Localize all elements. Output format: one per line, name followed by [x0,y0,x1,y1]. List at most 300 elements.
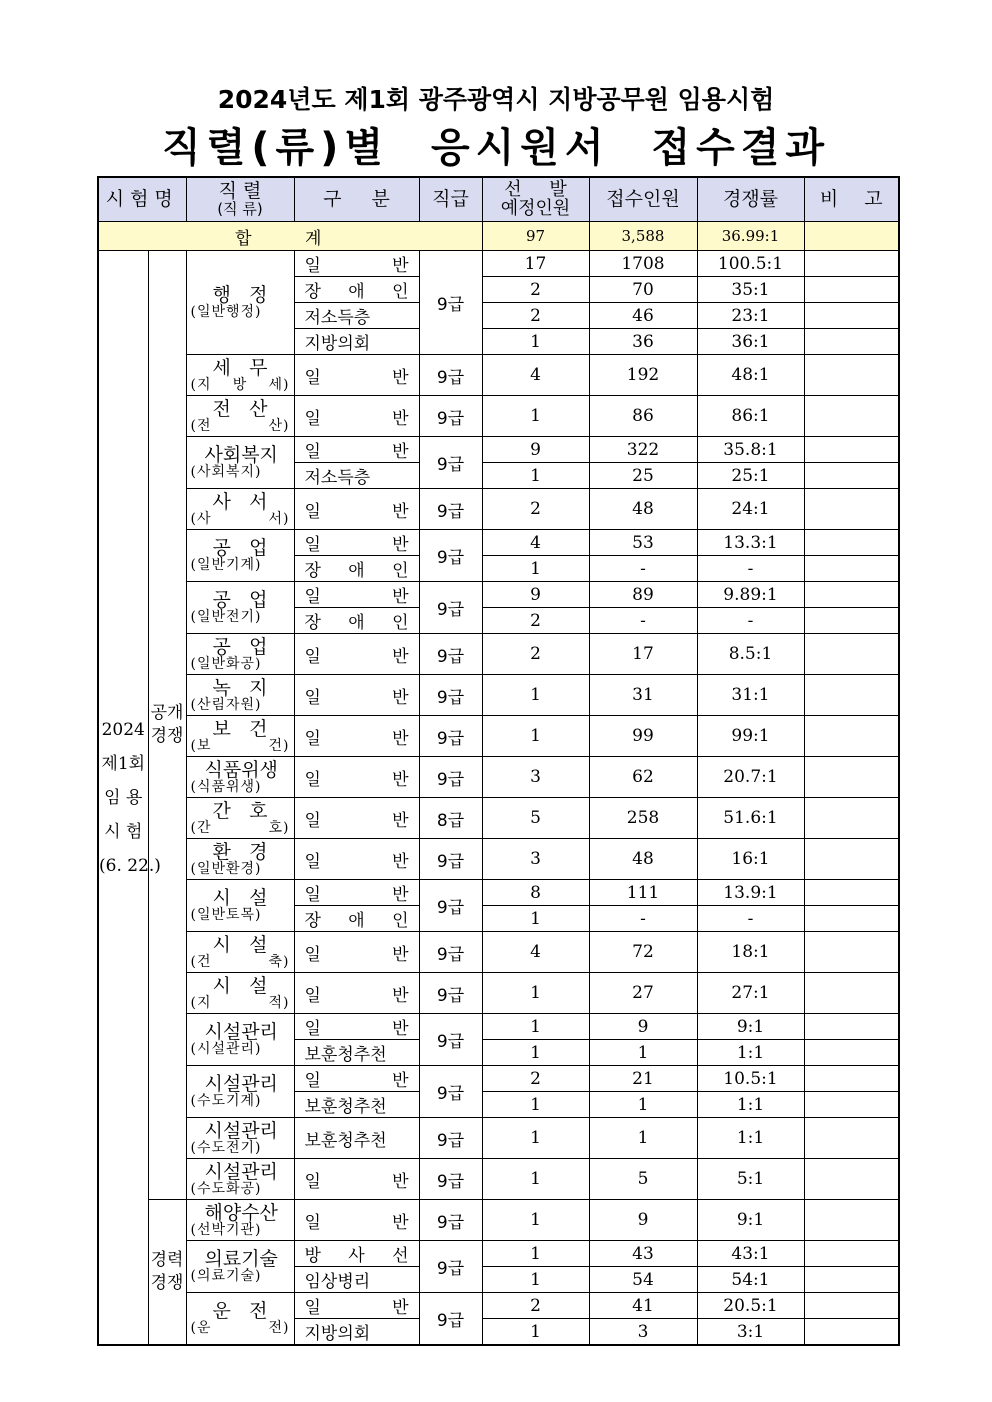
series-cell [186,355,294,396]
category-cell: 일 반 [294,1014,419,1040]
remarks-cell [804,251,899,277]
category-cell: 일 반 [294,1066,419,1092]
category-cell: 지방의회 [294,1319,419,1346]
ratio-cell: 100.5:1 [697,251,804,277]
category-cell: 일 반 [294,880,419,906]
series-name: 시 설 [212,974,268,997]
ratio-cell: 18:1 [697,932,804,973]
series-name: 운 전 [212,1300,268,1322]
planned-cell: 2 [482,1293,589,1319]
series-name: 전 산 [212,397,268,420]
series-cell [186,1014,294,1066]
applicants-cell: 31 [589,675,697,716]
exam-name-line: (6. 22.) [99,855,161,876]
table-row [98,973,899,1014]
table-row [98,634,899,675]
category-cell: 장 애 인 [294,608,419,634]
planned-cell: 1 [482,973,589,1014]
category-cell: 일 반 [294,582,419,608]
planned-cell: 1 [482,1159,589,1200]
grade-cell: 9급 [419,839,482,880]
planned-cell: 1 [482,556,589,582]
planned-cell: 2 [482,608,589,634]
remarks-cell [804,634,899,675]
table-row [98,1293,899,1319]
series-cell [186,251,294,355]
ratio-cell: 27:1 [697,973,804,1014]
planned-cell: 1 [482,396,589,437]
table-row [98,716,899,757]
series-name: 시설관리 [204,1021,278,1043]
results-table [97,176,900,1346]
category-cell: 저소득층 [294,303,419,329]
series-cell [186,880,294,932]
grade-cell: 9급 [419,251,482,355]
series-cell [186,582,294,634]
planned-cell: 1 [482,906,589,932]
competition-career: 경력경쟁 [148,1200,186,1346]
remarks-cell [804,1014,899,1040]
remarks-cell [804,839,899,880]
header-series [186,177,294,222]
series-name: 간 호 [212,799,268,822]
applicants-cell: 48 [589,839,697,880]
ratio-cell: 35.8:1 [697,437,804,463]
series-cell [186,489,294,530]
series-cell [186,757,294,798]
series-cell [186,396,294,437]
table-row [98,1066,899,1092]
applicants-cell: 99 [589,716,697,757]
exam-name-line: 제1회 [101,753,146,774]
planned-cell: 1 [482,716,589,757]
series-cell [186,798,294,839]
grade-cell: 9급 [419,757,482,798]
remarks-cell [804,1118,899,1159]
remarks-cell [804,303,899,329]
series-name: 식품위생 [204,758,278,781]
remarks-cell [804,1200,899,1241]
planned-cell: 1 [482,1241,589,1267]
ratio-cell: 31:1 [697,675,804,716]
applicants-cell: 5 [589,1159,697,1200]
ratio-cell: 3:1 [697,1319,804,1346]
category-cell: 일 반 [294,716,419,757]
grade-cell: 9급 [419,1066,482,1118]
header-applicants: 접수인원 [589,177,697,222]
series-subname: (일반화공) [190,655,262,672]
applicants-cell: 3 [589,1319,697,1346]
remarks-cell [804,329,899,355]
applicants-cell: 1708 [589,251,697,277]
ratio-cell: 51.6:1 [697,798,804,839]
category-cell: 보훈청추천 [294,1092,419,1118]
applicants-cell: 1 [589,1118,697,1159]
grade-cell: 9급 [419,437,482,489]
planned-cell: 1 [482,1267,589,1293]
series-name: 사회복지 [204,444,278,466]
series-cell [186,1200,294,1241]
grade-cell: 9급 [419,675,482,716]
category-cell: 저소득층 [294,463,419,489]
series-name: 세 무 [212,356,268,379]
series-subname: (시설관리) [190,1041,262,1057]
remarks-cell [804,716,899,757]
document-title: 2024년도 제1회 광주광역시 지방공무원 임용시험 [217,85,775,114]
grade-cell: 9급 [419,396,482,437]
series-cell [186,1118,294,1159]
series-subname: (수도전기) [190,1139,262,1156]
category-cell: 일 반 [294,489,419,530]
series-subname: (일반전기) [190,609,262,625]
exam-name-line: 임 용 [104,787,143,808]
grade-cell: 9급 [419,1293,482,1346]
grade-cell: 9급 [419,489,482,530]
planned-cell: 2 [482,489,589,530]
applicants-cell: 36 [589,329,697,355]
applicants-cell: 62 [589,757,697,798]
ratio-cell: 48:1 [697,355,804,396]
applicants-cell: 322 [589,437,697,463]
remarks-cell [804,1241,899,1267]
planned-cell: 1 [482,1118,589,1159]
table-row [98,1200,899,1241]
series-cell [186,1066,294,1118]
applicants-cell: 1 [589,1092,697,1118]
planned-cell: 2 [482,1066,589,1092]
series-subname: (운 전) [190,1320,290,1336]
planned-cell: 5 [482,798,589,839]
ratio-cell: 9:1 [697,1200,804,1241]
grade-cell: 9급 [419,530,482,582]
table-row [98,932,899,973]
applicants-cell: 9 [589,1014,697,1040]
table-row [98,582,899,608]
planned-cell: 2 [482,277,589,303]
category-cell: 일 반 [294,251,419,277]
category-cell: 보훈청추천 [294,1118,419,1159]
applicants-cell: 46 [589,303,697,329]
category-cell: 일 반 [294,1200,419,1241]
remarks-cell [804,906,899,932]
ratio-cell: 13.9:1 [697,880,804,906]
remarks-cell [804,489,899,530]
planned-cell: 17 [482,251,589,277]
ratio-cell: 20.5:1 [697,1293,804,1319]
ratio-cell: 9.89:1 [697,582,804,608]
applicants-cell: 53 [589,530,697,556]
category-cell: 장 애 인 [294,906,419,932]
category-cell: 장 애 인 [294,556,419,582]
header-remarks: 비 고 [804,177,899,222]
ratio-cell: 43:1 [697,1241,804,1267]
document-subtitle: 직렬(류)별 응시원서 접수결과 [161,125,831,171]
planned-cell: 1 [482,1200,589,1241]
ratio-cell: - [697,608,804,634]
remarks-cell [804,1040,899,1066]
series-cell [186,634,294,675]
series-name: 의료기술 [204,1248,278,1270]
remarks-cell [804,932,899,973]
grade-cell: 9급 [419,1241,482,1293]
ratio-cell: 8.5:1 [697,634,804,675]
ratio-cell: 35:1 [697,277,804,303]
grade-cell: 9급 [419,1200,482,1241]
planned-cell: 2 [482,634,589,675]
series-cell [186,1293,294,1346]
total-remarks [804,222,899,251]
applicants-cell: 192 [589,355,697,396]
series-cell [186,437,294,489]
planned-cell: 1 [482,1014,589,1040]
header-planned-top: 선 발 [504,178,567,200]
exam-name-line: 2024 [101,719,145,740]
series-subname: (전 산) [190,417,290,434]
planned-cell: 3 [482,839,589,880]
ratio-cell: 23:1 [697,303,804,329]
category-cell: 일 반 [294,973,419,1014]
grade-cell: 9급 [419,1159,482,1200]
series-subname: (수도화공) [190,1180,262,1197]
category-cell: 일 반 [294,675,419,716]
applicants-cell: 17 [589,634,697,675]
grade-cell: 9급 [419,716,482,757]
planned-cell: 1 [482,1319,589,1346]
grade-cell: 9급 [419,634,482,675]
remarks-cell [804,1092,899,1118]
planned-cell: 1 [482,329,589,355]
table-row [98,757,899,798]
grade-cell: 9급 [419,973,482,1014]
remarks-cell [804,556,899,582]
exam-name-line: 시 험 [104,821,143,842]
table-row [98,396,899,437]
applicants-cell: 48 [589,489,697,530]
category-cell: 일 반 [294,634,419,675]
series-subname: (건 축) [190,953,290,970]
series-cell [186,716,294,757]
series-name: 해양수산 [204,1201,278,1224]
remarks-cell [804,396,899,437]
applicants-cell: 1 [589,1040,697,1066]
series-subname: (일반환경) [190,860,262,877]
planned-cell: 2 [482,303,589,329]
remarks-cell [804,1159,899,1200]
applicants-cell: 89 [589,582,697,608]
table-row [98,1014,899,1040]
remarks-cell [804,1267,899,1293]
series-name: 시설관리 [204,1160,278,1183]
category-cell: 일 반 [294,437,419,463]
category-cell: 임상병리 [294,1267,419,1293]
planned-cell: 1 [482,1092,589,1118]
planned-cell: 1 [482,675,589,716]
category-cell: 일 반 [294,932,419,973]
series-name: 시 설 [212,933,268,956]
category-cell: 일 반 [294,757,419,798]
table-row [98,1241,899,1267]
series-cell [186,1241,294,1293]
series-subname: (사 서) [190,510,290,527]
planned-cell: 4 [482,355,589,396]
remarks-cell [804,530,899,556]
series-subname: (사회복지) [190,464,262,480]
header-series-main: 직 렬 [218,179,262,202]
ratio-cell: 1:1 [697,1118,804,1159]
series-subname: (식품위생) [190,778,262,795]
total-label: 합 계 [98,222,482,251]
category-cell: 일 반 [294,839,419,880]
planned-cell: 8 [482,880,589,906]
ratio-cell: - [697,906,804,932]
applicants-cell: 70 [589,277,697,303]
header-planned-sub: 예정인원 [500,197,571,219]
series-subname: (간 호) [190,819,290,836]
exam-name-cell [98,251,161,1346]
series-subname: (일반기계) [190,557,262,573]
table-row [98,798,899,839]
category-cell: 일 반 [294,396,419,437]
total-applicants: 3,588 [589,222,697,251]
ratio-cell: 24:1 [697,489,804,530]
ratio-cell: 16:1 [697,839,804,880]
planned-cell: 4 [482,932,589,973]
applicants-cell: 25 [589,463,697,489]
ratio-cell: 25:1 [697,463,804,489]
remarks-cell [804,1066,899,1092]
header-grade: 직급 [419,177,482,222]
category-cell: 지방의회 [294,329,419,355]
header-exam: 시험명 [98,177,186,222]
series-name: 행 정 [212,284,268,306]
series-subname: (일반토목) [190,907,262,923]
remarks-cell [804,437,899,463]
applicants-cell: 27 [589,973,697,1014]
ratio-cell: 1:1 [697,1040,804,1066]
ratio-cell: 20.7:1 [697,757,804,798]
applicants-cell: 21 [589,1066,697,1092]
category-cell: 일 반 [294,1159,419,1200]
remarks-cell [804,582,899,608]
ratio-cell: 99:1 [697,716,804,757]
category-cell: 방 사 선 [294,1241,419,1267]
series-subname: (지 적) [190,994,290,1011]
ratio-cell: 1:1 [697,1092,804,1118]
applicants-cell: 86 [589,396,697,437]
series-subname: (선박기관) [190,1221,262,1238]
ratio-cell: 5:1 [697,1159,804,1200]
series-name: 녹 지 [212,676,268,699]
ratio-cell: 13.3:1 [697,530,804,556]
table-row [98,489,899,530]
category-cell: 일 반 [294,530,419,556]
ratio-cell: 9:1 [697,1014,804,1040]
grade-cell: 9급 [419,355,482,396]
series-name: 환 경 [212,840,268,863]
total-planned: 97 [482,222,589,251]
remarks-cell [804,675,899,716]
planned-cell: 1 [482,463,589,489]
header-planned [482,177,589,222]
remarks-cell [804,880,899,906]
table-row [98,1159,899,1200]
total-ratio: 36.99:1 [697,222,804,251]
ratio-cell: 10.5:1 [697,1066,804,1092]
remarks-cell [804,277,899,303]
series-name: 공 업 [212,635,268,658]
series-name: 공 업 [212,589,268,611]
grade-cell: 9급 [419,932,482,973]
table-row [98,437,899,463]
grade-cell: 9급 [419,1014,482,1066]
series-subname: (지 방 세) [190,376,290,393]
series-cell [186,675,294,716]
series-subname: (산림자원) [190,696,262,713]
series-name: 시설관리 [204,1119,278,1142]
table-row [98,839,899,880]
applicants-cell: 41 [589,1293,697,1319]
header-category: 구 분 [294,177,419,222]
ratio-cell: 86:1 [697,396,804,437]
applicants-cell: 54 [589,1267,697,1293]
applicants-cell: - [589,906,697,932]
remarks-cell [804,463,899,489]
series-name: 보 건 [212,717,268,740]
applicants-cell: - [589,556,697,582]
ratio-cell: 54:1 [697,1267,804,1293]
total-row [98,222,899,251]
ratio-cell: - [697,556,804,582]
table-row [98,530,899,556]
remarks-cell [804,973,899,1014]
series-name: 공 업 [212,537,268,559]
series-subname: (수도기계) [190,1093,262,1109]
grade-cell: 9급 [419,880,482,932]
remarks-cell [804,757,899,798]
series-cell [186,839,294,880]
table-row [98,355,899,396]
category-cell: 일 반 [294,355,419,396]
category-cell: 장 애 인 [294,277,419,303]
series-name: 사 서 [212,490,268,513]
remarks-cell [804,1293,899,1319]
applicants-cell: 43 [589,1241,697,1267]
ratio-cell: 36:1 [697,329,804,355]
series-cell [186,973,294,1014]
remarks-cell [804,798,899,839]
applicants-cell: - [589,608,697,634]
series-subname: (보 건) [190,737,290,754]
table-row [98,675,899,716]
planned-cell: 3 [482,757,589,798]
applicants-cell: 258 [589,798,697,839]
header-series-sub: (직 류) [217,199,263,218]
applicants-cell: 111 [589,880,697,906]
header-ratio: 경쟁률 [697,177,804,222]
table-row [98,880,899,906]
applicants-cell: 9 [589,1200,697,1241]
series-subname: (일반행정) [190,304,262,320]
table-row [98,251,899,277]
series-cell [186,932,294,973]
planned-cell: 4 [482,530,589,556]
remarks-cell [804,1319,899,1346]
series-cell [186,1159,294,1200]
series-name: 시설관리 [204,1073,278,1095]
applicants-cell: 72 [589,932,697,973]
planned-cell: 9 [482,437,589,463]
grade-cell: 9급 [419,1118,482,1159]
